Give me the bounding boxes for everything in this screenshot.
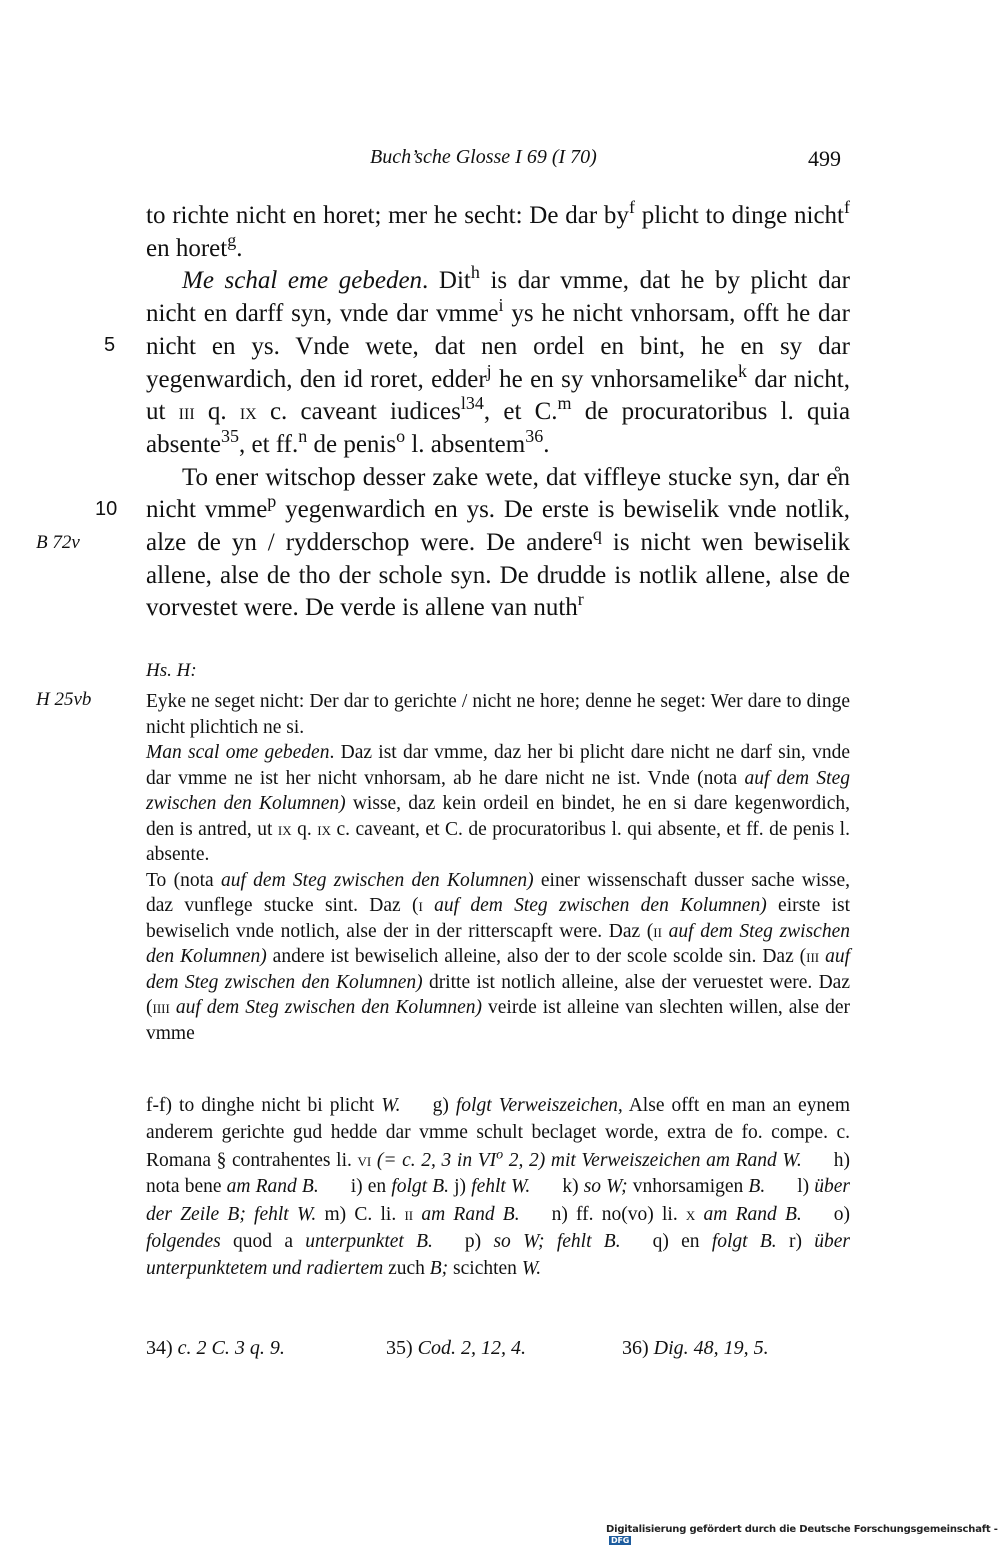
lemma: Me schal eme gebeden	[182, 267, 423, 295]
funding-note: Digitalisierung gefördert durch die Deutsche Forschungsgemeinschaft -DFG	[606, 1524, 998, 1545]
main-text	[146, 197, 851, 625]
main-paragraph-1: to richte nicht en horet; mer he secht: De dar $by^f$ plicht to dinge nicht$^f$ en horet$^g$.	[146, 197, 850, 262]
hs-h-text	[146, 689, 850, 1046]
source-footnotes	[146, 1337, 850, 1360]
hs-paragraph-2: Man scal ome gebeden. Daz ist dar vmme, daz her bi plicht dare nicht ne darf sin, vnde dar vmme ne ist her nicht vnhorsam, ab he dare nicht ne ist. Vnde (nota auf dem Steg zwischen den Kolumnen) wisse, daz kein ordeil en bindet, he en si dare kegenwordich, den is antred, ut ix q. ix c. caveant, et C. de procuratoribus l. qui absente, et ff. de penis l. absente.	[146, 742, 850, 865]
critical-apparatus	[146, 1093, 850, 1283]
main-paragraph-3: To ener witschop desser zake wete, dat viffleye stucke syn, dar e̊n nicht vmme$^p$ yegenwardich en ys. De erste is bewiselik vnde notlik, alze de yn / rydderschop were. De andere$^q$ is nicht wen bewiselik allene, alse de tho der schole syn. De drudde is notlik allene, alse de vorvestet were. De verde is allene van nuth$^r$	[146, 463, 850, 622]
running-title: Buch’sche Glosse I 69 (I 70)	[370, 146, 597, 168]
hs-paragraph-3: To (nota auf dem Steg zwischen den Kolumnen) einer wissenschaft dusser sache wisse, daz vunflege stucke sint. Daz (i auf dem Steg zwischen den Kolumnen) eirste ist bewiselich vnde notlich, alse der in der ritterscapft were. Daz (ii auf dem Steg zwischen den Kolumnen) andere ist bewiselich alleine, also der to der scole scolde sin. Daz (iii auf dem Steg zwischen den Kolumnen) dritte ist notlich alleine, alse der veruestet were. Daz (iiii auf dem Steg zwischen den Kolumnen) veirde ist alleine van slechten willen, alse der vmme	[146, 869, 851, 1044]
footnote-34: 34) c. 2 C. 3 q. 9.	[146, 1337, 285, 1359]
margin-ref-b72v: B 72v	[36, 532, 80, 553]
main-paragraph-2: Me schal eme gebeden. Dit$^h$ is dar vmme, dat he by plicht dar nicht en darff syn, vnde dar vmme$^i$ ys he nicht vnhorsam, offt he dar nicht en ys. Vnde wete, dat nen ordel en bint, he en sy dar yegenwardich, den id roret, edder$^j$ he en sy vnhorsamelike$^k$ dar nicht, ut iii q. ix c. caveant iudices$^{l34}$, et C.$^m$ de procuratoribus l. quia absente$^{35}$, et ff.$^n$ de penis$^o$ l. absentem$^{36}$.	[146, 262, 851, 458]
dfg-logo: DFG	[611, 1536, 630, 1545]
page-number: 499	[808, 146, 841, 171]
footnote-36: 36) Dig. 48, 19, 5.	[622, 1337, 769, 1359]
margin-ref-h25vb: H 25vb	[36, 689, 92, 710]
hs-paragraph-1: Eyke ne seget nicht: Der dar to gerichte / nicht ne hore; denne he seget: Wer dare to dinge nicht plichtich ne si.	[146, 691, 850, 738]
apparatus-entries: f-f) to dinghe nicht bi plicht W. g) folgt Verweiszeichen, Alse offt en man an eynem anderem gerichte gud hedde dar vmme schult beclaget worde, extra de fo. compe. c. Romana § contrahentes li. vi (= c. 2, 3 in $VI^o$ 2, 2) mit Verweiszeichen am Rand W. h) nota bene am Rand B. i) en folgt B. j) fehlt W. k) so W; vnhorsamigen B. l) über der Zeile B; fehlt W. m) C. li. ii am Rand B. n) ff. no(vo) li. x am Rand B. o) folgendes quod a unterpunktet B. p) so W; fehlt B. q) en folgt B. r) über unterpunktetem und radiertem zuch B; scichten W.	[146, 1095, 851, 1279]
footnote-35: 35) Cod. 2, 12, 4.	[386, 1337, 527, 1359]
line-number-5: 5	[104, 334, 116, 356]
line-number-10: 10	[95, 498, 118, 520]
hs-h-heading: Hs. H:	[146, 660, 197, 681]
